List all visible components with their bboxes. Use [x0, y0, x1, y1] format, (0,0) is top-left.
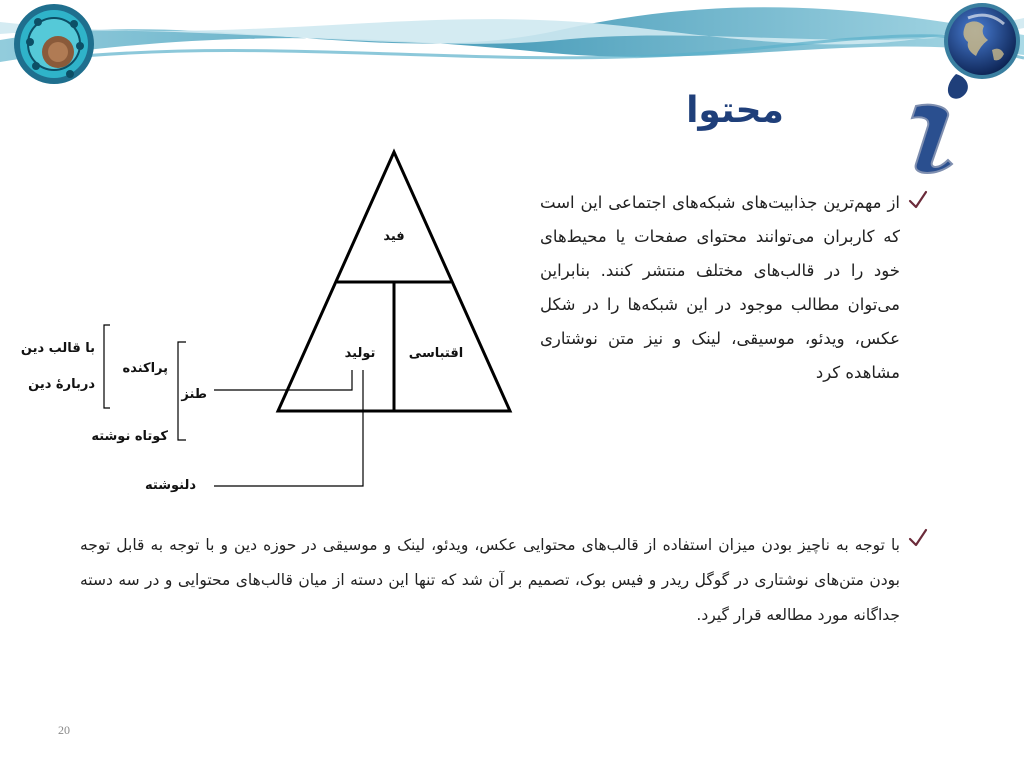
- connector-satire: [214, 370, 352, 390]
- bullet-paragraph-study-scope: با توجه به ناچیز بودن میزان استفاده از قالب‌های محتوایی عکس، ویدئو، لینک و موسیقی در حوزه دین و با توجه به قابل توجه بودن متن‌های نوشتاری در گوگل ریدر و فیس بوک، تصمیم بر آن شد که تنها این دسته از میان قالب‌های محتوایی و در سه دسته جداگانه مورد مطالعه قرار گیرد.: [80, 536, 900, 624]
- tree-label-satire: طنز: [181, 387, 207, 402]
- checkmark-icon: [908, 190, 928, 210]
- header-wave-decoration: [0, 0, 1024, 110]
- turquoise-plate-icon: [8, 2, 100, 88]
- bullet-paragraph-content-formats: از مهم‌ترین جذابیت‌های شبکه‌های اجتماعی این است که کاربران می‌توانند محتوای صفحات یا محیط‌های خود را در قالب‌های مختلف منتشر کنند. بنابراین می‌توان مطالب موجود در این شبکه‌ها را در شکل عکس، ویدئو، موسیقی، لینک و نیز متن نوشتاری مشاهده کرد: [540, 193, 900, 382]
- earth-globe-icon: [938, 2, 1024, 80]
- pyramid-label-adapted: اقتباسی: [408, 346, 464, 361]
- pyramid-label-feed: فید: [383, 229, 405, 244]
- tree-label-scattered: پراکنده: [122, 361, 168, 376]
- pyramid-label-produced: تولید: [344, 346, 376, 361]
- tree-label-short-writing: کوتاه نوشته: [91, 429, 168, 444]
- slide-title: محتوا: [686, 90, 784, 131]
- tree-label-heartwriting: دلنوشته: [145, 478, 196, 493]
- tree-label-about-religion: دربارهٔ دین: [28, 377, 95, 392]
- content-types-diagram: [0, 140, 540, 510]
- letter-i-logo-icon: [898, 72, 974, 176]
- tree-label-religious-format: با قالب دین: [20, 341, 95, 356]
- checkmark-icon: [908, 528, 928, 548]
- bracket-scattered: [104, 325, 110, 408]
- page-number: 20: [58, 723, 70, 737]
